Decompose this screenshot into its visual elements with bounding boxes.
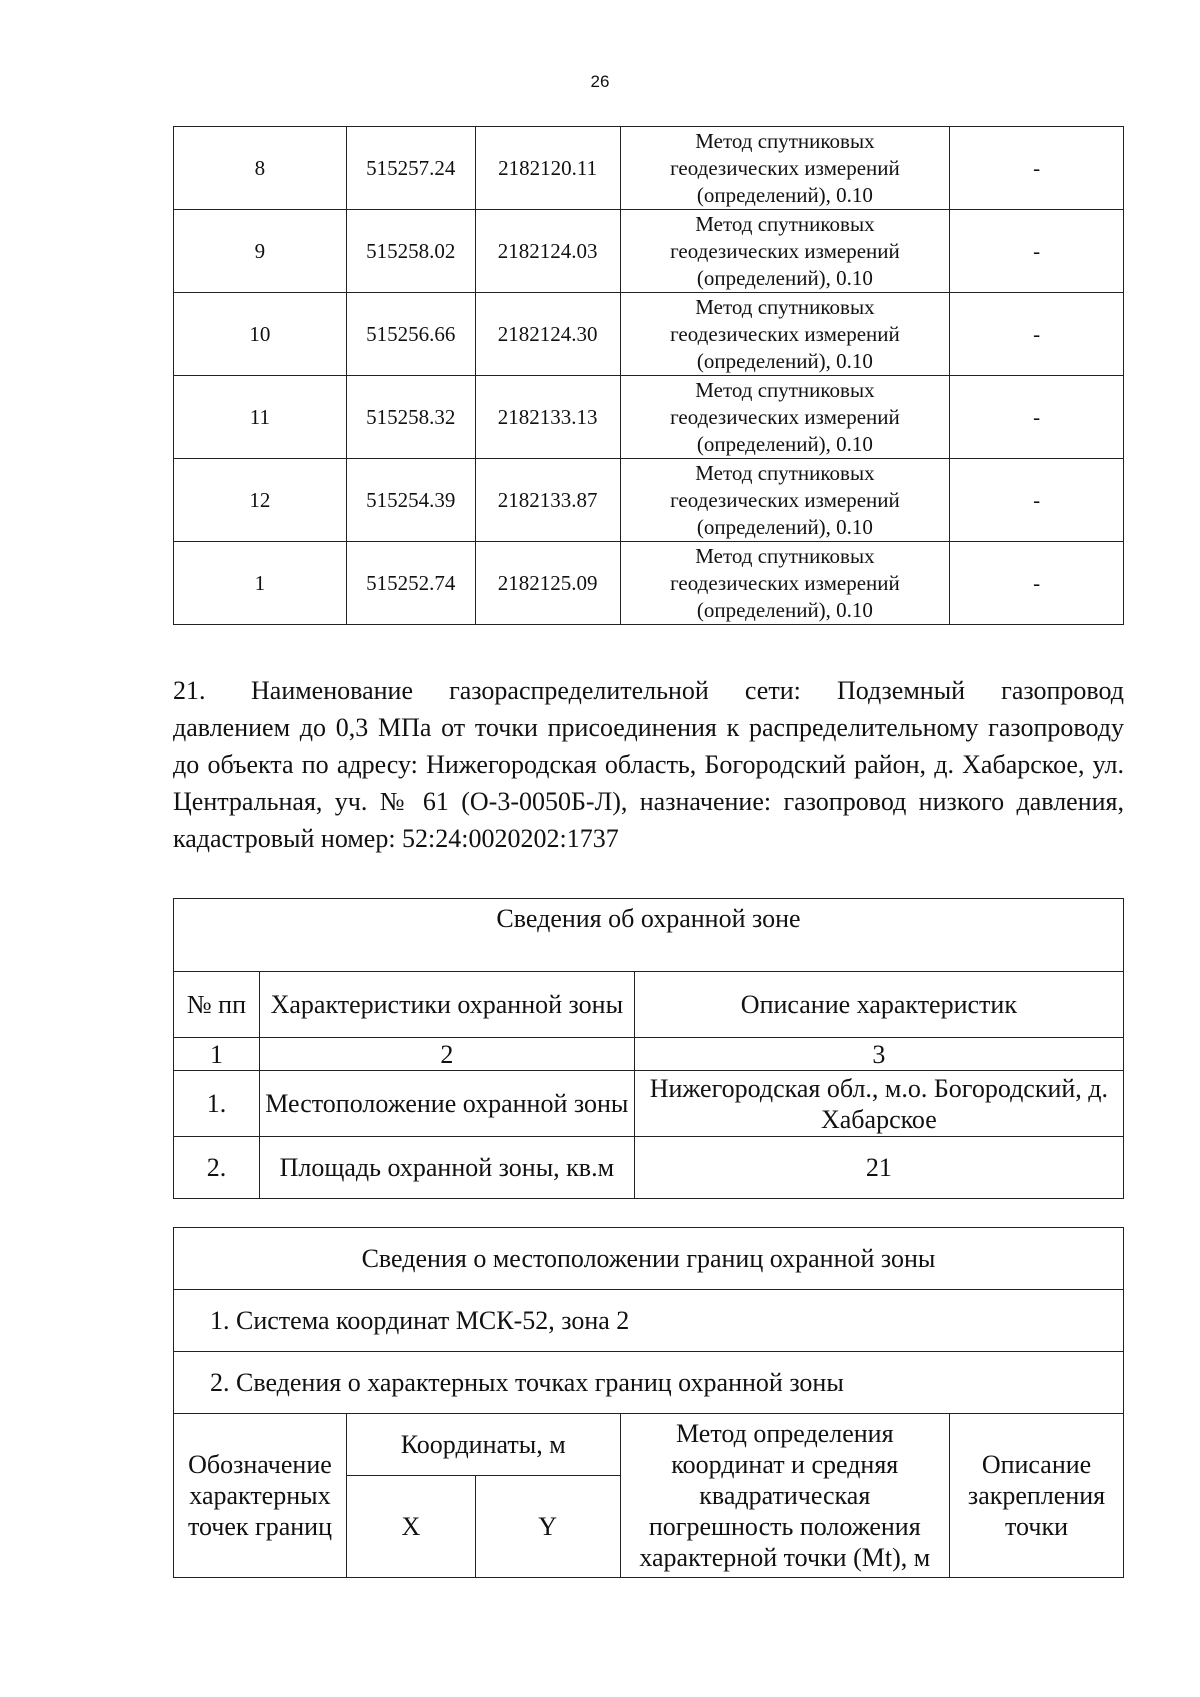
zone-row-value: 21 xyxy=(634,1137,1123,1199)
point-id-cell: 8 xyxy=(174,127,347,210)
zone-header-description: Описание характеристик xyxy=(634,972,1123,1038)
table-row xyxy=(174,542,1124,625)
zone-row-name: Местоположение охранной зоны xyxy=(259,1071,634,1137)
method-line: Метод спутниковых xyxy=(695,460,875,485)
y-coordinate-cell: 2182124.03 xyxy=(475,210,620,293)
y-coordinate-cell: 2182133.87 xyxy=(475,459,620,542)
page-number: 26 xyxy=(590,72,610,91)
table-row xyxy=(174,459,1124,542)
description-cell: - xyxy=(950,542,1124,625)
method-line: (определений), 0.10 xyxy=(696,182,873,207)
description-cell: - xyxy=(950,127,1124,210)
method-cell xyxy=(620,210,950,293)
x-coordinate-cell: 515252.74 xyxy=(346,542,475,625)
zone-index-2: 2 xyxy=(259,1038,634,1071)
zone-row-value: Нижегородская обл., м.о. Богородский, д. Хабарское xyxy=(634,1071,1123,1137)
header-method: Метод определения координат и средняя квадратическая погрешность положения характерной точки (Mt), м xyxy=(620,1414,950,1578)
method-cell xyxy=(620,459,950,542)
method-line: (определений), 0.10 xyxy=(696,431,873,456)
x-coordinate-cell: 515256.66 xyxy=(346,293,475,376)
zone-index-3: 3 xyxy=(634,1038,1123,1071)
method-cell xyxy=(620,127,950,210)
zone-header-characteristics: Характеристики охранной зоны xyxy=(259,972,634,1038)
y-coordinate-cell: 2182124.30 xyxy=(475,293,620,376)
zone-header-num: № пп xyxy=(174,972,260,1038)
point-id-cell: 11 xyxy=(174,376,347,459)
x-coordinate-cell: 515254.39 xyxy=(346,459,475,542)
method-line: (определений), 0.10 xyxy=(696,348,873,373)
header-description: Описание закрепления точки xyxy=(950,1414,1124,1578)
method-line: (определений), 0.10 xyxy=(696,514,873,539)
method-cell xyxy=(620,542,950,625)
description-cell: - xyxy=(950,293,1124,376)
method-line: геодезических измерений xyxy=(670,155,900,180)
zone-row-num: 1. xyxy=(174,1071,260,1137)
description-cell: - xyxy=(950,376,1124,459)
header-coordinates: Координаты, м xyxy=(346,1414,620,1476)
section-number: 21. xyxy=(173,676,206,705)
table-row xyxy=(174,210,1124,293)
method-line: Метод спутниковых xyxy=(695,543,875,568)
point-id-cell: 10 xyxy=(174,293,347,376)
header-x: X xyxy=(346,1476,475,1578)
table-row xyxy=(174,293,1124,376)
zone-index-1: 1 xyxy=(174,1038,260,1071)
method-line: Метод спутниковых xyxy=(695,128,875,153)
method-cell xyxy=(620,376,950,459)
method-line: (определений), 0.10 xyxy=(696,265,873,290)
protection-zone-table xyxy=(173,898,1124,1199)
x-coordinate-cell: 515257.24 xyxy=(346,127,475,210)
header-designation: Обозначение характерных точек границ xyxy=(174,1414,347,1578)
method-line: (определений), 0.10 xyxy=(696,597,873,622)
characteristic-points-item: 2. Сведения о характерных точках границ охранной зоны xyxy=(174,1352,1124,1414)
method-line: Метод спутниковых xyxy=(695,294,875,319)
method-line: геодезических измерений xyxy=(670,487,900,512)
method-line: геодезических измерений xyxy=(670,321,900,346)
method-line: Метод спутниковых xyxy=(695,211,875,236)
coordinate-system-item: 1. Система координат МСК-52, зона 2 xyxy=(174,1290,1124,1352)
method-line: геодезических измерений xyxy=(670,238,900,263)
description-cell: - xyxy=(950,459,1124,542)
boundary-points-table xyxy=(173,126,1124,625)
zone-row-name: Площадь охранной зоны, кв.м xyxy=(259,1137,634,1199)
zone-table-title: Сведения об охранной зоне xyxy=(174,899,1124,972)
point-id-cell: 1 xyxy=(174,542,347,625)
y-coordinate-cell: 2182120.11 xyxy=(475,127,620,210)
y-coordinate-cell: 2182125.09 xyxy=(475,542,620,625)
method-line: геодезических измерений xyxy=(670,404,900,429)
header-y: Y xyxy=(475,1476,620,1578)
zone-boundaries-table xyxy=(173,1227,1124,1578)
point-id-cell: 12 xyxy=(174,459,347,542)
section-text: Наименование газораспределительной сети: Подземный газопровод давлением до 0,3 МПа от точки присоединения к распределительному газопроводу до объекта по адресу: Нижегородская область, Богородский район, д. Хабарское, ул. Центральная, уч. № 61 (О-3-0050Б-Л), назначение: газопровод низкого давления, кадастровый номер: 52:24:0020202:1737 xyxy=(173,676,1124,853)
method-cell xyxy=(620,293,950,376)
bounds-table-title: Сведения о местоположении границ охранной зоны xyxy=(174,1228,1124,1290)
method-line: геодезических измерений xyxy=(670,570,900,595)
x-coordinate-cell: 515258.02 xyxy=(346,210,475,293)
method-line: Метод спутниковых xyxy=(695,377,875,402)
x-coordinate-cell: 515258.32 xyxy=(346,376,475,459)
description-cell: - xyxy=(950,210,1124,293)
table-row xyxy=(174,127,1124,210)
section-21-paragraph xyxy=(173,672,1124,857)
zone-row-num: 2. xyxy=(174,1137,260,1199)
y-coordinate-cell: 2182133.13 xyxy=(475,376,620,459)
point-id-cell: 9 xyxy=(174,210,347,293)
table-row xyxy=(174,376,1124,459)
